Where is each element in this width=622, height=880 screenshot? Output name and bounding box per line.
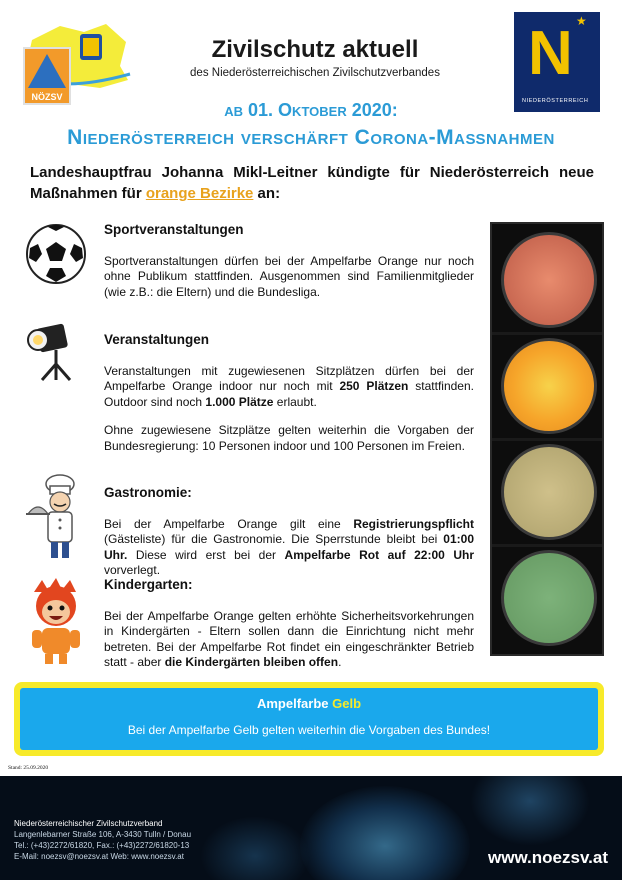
- header-title-block: [170, 36, 460, 79]
- footer-phone: Tel.: (+43)2272/61820, Fax.: (+43)2272/61820-13: [14, 841, 190, 850]
- traffic-divider: [492, 544, 602, 547]
- info-box-title: Ampelfarbe Gelb: [256, 696, 362, 711]
- chef-icon: [24, 474, 94, 554]
- kindergarten-heading: Kindergarten:: [104, 577, 193, 592]
- logo-letter: N: [528, 19, 573, 88]
- date-line: ab 01. Oktober 2020:: [224, 100, 398, 120]
- section-events: [104, 332, 474, 467]
- traffic-light-orange: [501, 338, 597, 434]
- child-icon: [24, 576, 94, 656]
- events-text-1: Veranstaltungen mit zugewiesenen Sitzplätzen dürfen bei der Ampelfarbe Orange indoor nur noch mit 250 Plätzen stattfinden. Outdoor sind noch 1.000 Plätze erlaubt.: [104, 363, 474, 409]
- events-text-2: Ohne zugewiesene Sitzplätze gelten weiterhin die Vorgaben der Bundesregierung: 10 Personen indoor und 100 Personen im Freien.: [104, 423, 474, 453]
- stand-date: Stand: 25.09.2020: [8, 765, 49, 771]
- traffic-light-red: [501, 232, 597, 328]
- section-kindergarten: [104, 577, 474, 684]
- footer-url-link[interactable]: www.noezsv.at: [488, 848, 608, 867]
- gastro-heading: Gastronomie:: [104, 485, 192, 500]
- info-box-yellow: [14, 682, 604, 756]
- footer-email[interactable]: E-Mail: noezsv@noezsv.at Web: www.noezsv.at: [14, 852, 184, 861]
- virus-image: [300, 786, 470, 880]
- svg-text:NÖZSV: NÖZSV: [31, 92, 63, 102]
- headline: Niederösterreich verschärft Corona-Maßnahmen: [67, 126, 555, 149]
- page-subtitle: des Niederösterreichischen Zivilschutzverbandes: [190, 67, 440, 79]
- gastro-text: Bei der Ampelfarbe Orange gilt eine Registrierungspflicht (Gästeliste) für die Gastronomie. Die Sperrstunde bleibt bei 01:00 Uhr. Diese wird erst bei der Ampelfarbe Rot auf 22:00 Uhr vorverlegt.: [104, 516, 475, 577]
- traffic-light-green: [501, 550, 597, 646]
- sport-heading: Sportveranstaltungen: [104, 222, 244, 237]
- virus-image: [200, 816, 310, 880]
- spotlight-icon: [24, 318, 94, 398]
- intro-text: Landeshauptfrau Johanna Mikl-Leitner kündigte für Niederösterreich neue Maßnahmen für orange Bezirke an:: [30, 164, 594, 202]
- footer-address: Langenlebarner Straße 106, A-3430 Tulln / Donau: [14, 830, 192, 839]
- traffic-divider: [492, 438, 602, 441]
- traffic-divider: [492, 332, 602, 335]
- footer-org: Niederösterreichischer Zivilschutzverband: [14, 819, 163, 828]
- info-box-inner: [20, 688, 598, 750]
- info-box-text: Bei der Ampelfarbe Gelb gelten weiterhin die Vorgaben des Bundes!: [127, 723, 491, 737]
- traffic-light-yellow: [501, 444, 597, 540]
- footer: [0, 776, 622, 880]
- events-heading: Veranstaltungen: [104, 332, 210, 347]
- footer-contact: [14, 818, 191, 862]
- star-icon: ★: [576, 14, 587, 28]
- orange-districts-link[interactable]: orange Bezirke: [145, 185, 254, 202]
- noezsv-logo: [22, 18, 132, 110]
- section-gastro: [104, 485, 474, 592]
- section-sport: [104, 222, 474, 313]
- kindergarten-text: Bei der Ampelfarbe Orange gelten erhöhte Sicherheitsvorkehrungen in Kindergärten - Eltern sollen dann die Einrichtung nicht mehr betreten. Bei der Ampelfarbe Rot findet ein eingeschränkter Betrieb statt - aber die Kindergärten bleiben offen.: [104, 608, 474, 669]
- traffic-light: [490, 222, 604, 656]
- page-title: Zivilschutz aktuell: [211, 36, 419, 63]
- sport-text: Sportveranstaltungen dürfen bei der Ampelfarbe Orange nur noch ohne Publikum stattfinden. Ausgenommen sind Familienmitglieder (wie z.B.: die Eltern) und die Bundesliga.: [104, 253, 474, 299]
- niederoesterreich-logo: [514, 12, 600, 112]
- virus-image: [470, 776, 590, 846]
- logo-text: NIEDERÖSTERREICH: [522, 98, 589, 104]
- soccer-ball-icon: [24, 222, 94, 302]
